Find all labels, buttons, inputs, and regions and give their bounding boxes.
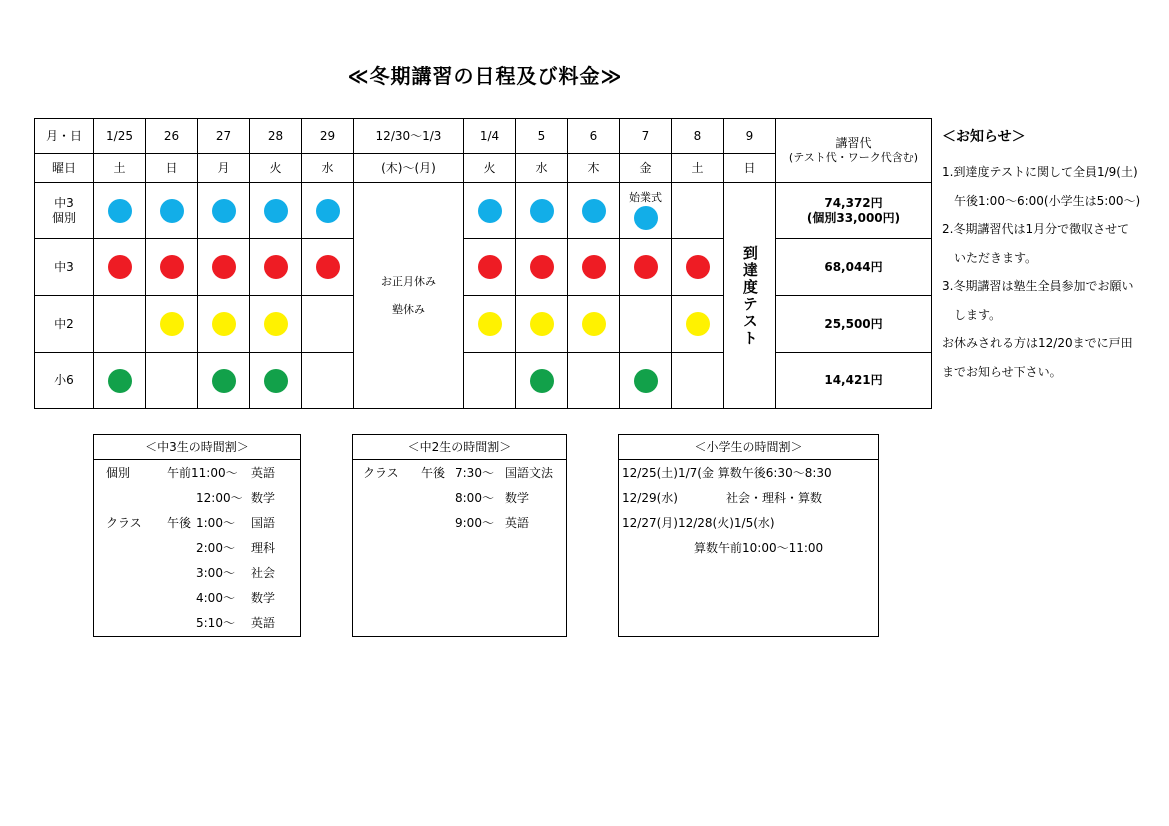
notice-heading: ＜お知らせ＞ bbox=[942, 129, 1026, 145]
attendance-cell bbox=[94, 353, 146, 409]
timetable-subject: 理科 bbox=[251, 541, 276, 555]
date-cell: 29 bbox=[302, 119, 354, 154]
blue-dot-marker bbox=[212, 199, 236, 223]
red-dot-marker bbox=[686, 255, 710, 279]
row-label: 中2 bbox=[35, 296, 94, 353]
timetable-time: 5:10〜 bbox=[196, 616, 235, 630]
timetable-subject: 社会 bbox=[251, 566, 276, 580]
timetable-time: 4:00〜 bbox=[196, 591, 235, 605]
timetable-ampm: 午後 bbox=[167, 516, 192, 530]
attendance-cell bbox=[620, 183, 672, 239]
fee-header bbox=[776, 119, 932, 183]
weekday-cell: 月 bbox=[198, 154, 250, 183]
test-label: 到達度テスト bbox=[740, 244, 759, 347]
schedule-row bbox=[35, 183, 932, 239]
yellow-dot-marker bbox=[530, 312, 554, 336]
weekday-cell: 火 bbox=[464, 154, 516, 183]
attendance-cell bbox=[146, 353, 198, 409]
red-dot-marker bbox=[530, 255, 554, 279]
notice-line: 3.冬期講習は塾生全員参加でお願い bbox=[942, 279, 1134, 293]
notice-line: 午後1:00〜6:00(小学生は5:00〜) bbox=[942, 193, 1141, 208]
timetable-group: クラス bbox=[363, 466, 399, 480]
weekday-cell: 土 bbox=[94, 154, 146, 183]
attendance-cell bbox=[620, 296, 672, 353]
date-cell: 1/4 bbox=[464, 119, 516, 154]
closed-label: 塾休み bbox=[392, 302, 425, 316]
notice-line: いただきます。 bbox=[942, 250, 1038, 265]
yellow-dot-marker bbox=[478, 312, 502, 336]
fee-cell bbox=[776, 183, 932, 239]
schedule-row bbox=[35, 239, 932, 296]
attendance-cell bbox=[672, 353, 724, 409]
attendance-cell bbox=[146, 239, 198, 296]
timetable-elementary-line: 12/25(土)1/7(金 算数午後6:30〜8:30 bbox=[622, 466, 832, 480]
attendance-cell bbox=[250, 183, 302, 239]
notice-line: までお知らせ下さい。 bbox=[942, 364, 1062, 379]
green-dot-marker bbox=[634, 369, 658, 393]
attendance-cell bbox=[302, 353, 354, 409]
timetable-time: 1:00〜 bbox=[196, 516, 235, 530]
weekday-cell: 土 bbox=[672, 154, 724, 183]
yellow-dot-marker bbox=[582, 312, 606, 336]
attendance-cell bbox=[146, 296, 198, 353]
yellow-dot-marker bbox=[264, 312, 288, 336]
date-cell: 8 bbox=[672, 119, 724, 154]
attendance-cell bbox=[94, 239, 146, 296]
attendance-cell bbox=[516, 353, 568, 409]
blue-dot-marker bbox=[160, 199, 184, 223]
fee-sub-amount: (個別33,000円) bbox=[806, 210, 901, 225]
blue-dot-marker bbox=[582, 199, 606, 223]
blue-dot-marker bbox=[634, 206, 658, 230]
timetable-subject: 数学 bbox=[251, 491, 276, 505]
timetable-ampm: 午後 bbox=[421, 466, 446, 480]
schedule-table bbox=[34, 118, 932, 409]
blue-dot-marker bbox=[264, 199, 288, 223]
blue-dot-marker bbox=[316, 199, 340, 223]
red-dot-marker bbox=[634, 255, 658, 279]
attendance-cell bbox=[672, 296, 724, 353]
fee-amount: 68,044円 bbox=[824, 259, 883, 274]
attendance-cell bbox=[516, 239, 568, 296]
attendance-cell bbox=[568, 353, 620, 409]
attendance-cell bbox=[198, 353, 250, 409]
timetable-row bbox=[94, 461, 300, 486]
date-cell: 9 bbox=[724, 119, 776, 154]
notice-line: お休みされる方は12/20までに戸田 bbox=[942, 336, 1133, 350]
timetable-elementary-line: 12/27(月)12/28(火)1/5(水) bbox=[622, 516, 775, 530]
timetable-ch2 bbox=[352, 434, 567, 637]
timetable-row bbox=[94, 561, 300, 586]
row-label: 中3 個別 bbox=[35, 183, 94, 239]
attendance-cell bbox=[620, 353, 672, 409]
green-dot-marker bbox=[212, 369, 236, 393]
fee-amount: 74,372円 bbox=[824, 195, 883, 210]
weekday-cell: 火 bbox=[250, 154, 302, 183]
yellow-dot-marker bbox=[686, 312, 710, 336]
date-cell: 6 bbox=[568, 119, 620, 154]
attendance-cell bbox=[302, 183, 354, 239]
attendance-cell bbox=[464, 239, 516, 296]
timetable-subject: 英語 bbox=[505, 516, 530, 530]
blue-dot-marker bbox=[478, 199, 502, 223]
timetable-group: 個別 bbox=[106, 466, 131, 480]
date-cell: 5 bbox=[516, 119, 568, 154]
timetable-time: 7:30〜 bbox=[455, 466, 494, 480]
fee-amount: 25,500円 bbox=[824, 316, 883, 331]
attendance-cell bbox=[198, 239, 250, 296]
fee-cell bbox=[776, 239, 932, 296]
attendance-cell bbox=[302, 239, 354, 296]
holiday-label: お正月休み bbox=[381, 274, 436, 288]
weekday-cell: 木 bbox=[568, 154, 620, 183]
timetable-time: 12:00〜 bbox=[196, 491, 243, 505]
timetable-elementary-line: 算数午前10:00〜11:00 bbox=[622, 541, 824, 555]
blue-dot-marker bbox=[108, 199, 132, 223]
notice-line: します。 bbox=[942, 307, 1002, 322]
attendance-cell bbox=[198, 296, 250, 353]
notice-line: 1.到達度テストに関して全員1/9(土) bbox=[942, 165, 1138, 179]
attendance-cell bbox=[464, 353, 516, 409]
red-dot-marker bbox=[212, 255, 236, 279]
row-label: 小6 bbox=[35, 353, 94, 409]
attendance-cell bbox=[146, 183, 198, 239]
timetable-ampm: 午前11:00〜 bbox=[167, 466, 238, 480]
blue-dot-marker bbox=[530, 199, 554, 223]
date-cell: 7 bbox=[620, 119, 672, 154]
red-dot-marker bbox=[108, 255, 132, 279]
timetable-time: 2:00〜 bbox=[196, 541, 235, 555]
fee-header-sub: (テスト代・ワーク代含む) bbox=[788, 151, 919, 165]
attendance-cell bbox=[250, 353, 302, 409]
weekday-cell: (木)〜(月) bbox=[354, 154, 464, 183]
holiday-cell bbox=[354, 183, 464, 409]
attendance-cell bbox=[568, 239, 620, 296]
red-dot-marker bbox=[160, 255, 184, 279]
weekday-cell: 日 bbox=[146, 154, 198, 183]
schedule-row bbox=[35, 296, 932, 353]
timetable-subject: 数学 bbox=[251, 591, 276, 605]
date-cell: 28 bbox=[250, 119, 302, 154]
timetable-row bbox=[94, 536, 300, 561]
green-dot-marker bbox=[264, 369, 288, 393]
attendance-cell bbox=[672, 239, 724, 296]
test-cell bbox=[724, 183, 776, 409]
timetable-time: 8:00〜 bbox=[455, 491, 494, 505]
timetable-group: クラス bbox=[106, 516, 142, 530]
red-dot-marker bbox=[582, 255, 606, 279]
timetable-elementary-line: 12/29(水) 社会・理科・算数 bbox=[622, 491, 822, 505]
attendance-cell bbox=[464, 183, 516, 239]
timetable-row bbox=[94, 486, 300, 511]
green-dot-marker bbox=[108, 369, 132, 393]
weekday-cell: 日 bbox=[724, 154, 776, 183]
notice-panel bbox=[942, 126, 1162, 386]
timetable-row bbox=[353, 486, 566, 511]
timetable-ch3 bbox=[93, 434, 301, 637]
fee-cell bbox=[776, 353, 932, 409]
red-dot-marker bbox=[478, 255, 502, 279]
date-header-label: 月・日 bbox=[35, 119, 94, 154]
yellow-dot-marker bbox=[212, 312, 236, 336]
attendance-cell bbox=[302, 296, 354, 353]
attendance-cell bbox=[516, 183, 568, 239]
timetable-ch3-heading: ＜中3生の時間割＞ bbox=[94, 435, 300, 460]
notice-line: 2.冬期講習代は1月分で徴収させて bbox=[942, 222, 1130, 236]
timetable-elementary bbox=[618, 434, 879, 637]
date-cell: 26 bbox=[146, 119, 198, 154]
page-title: ≪冬期講習の日程及び料金≫ bbox=[347, 64, 623, 88]
timetable-elementary-heading: ＜小学生の時間割＞ bbox=[619, 435, 878, 460]
fee-cell bbox=[776, 296, 932, 353]
red-dot-marker bbox=[264, 255, 288, 279]
attendance-cell bbox=[464, 296, 516, 353]
attendance-cell bbox=[198, 183, 250, 239]
row-label: 中3 bbox=[35, 239, 94, 296]
schedule-row bbox=[35, 353, 932, 409]
timetable-subject: 数学 bbox=[505, 491, 530, 505]
weekday-cell: 水 bbox=[516, 154, 568, 183]
timetable-row bbox=[94, 586, 300, 611]
attendance-cell bbox=[672, 183, 724, 239]
attendance-cell bbox=[94, 296, 146, 353]
attendance-cell bbox=[568, 183, 620, 239]
attendance-cell bbox=[568, 296, 620, 353]
weekday-header-label: 曜日 bbox=[35, 154, 94, 183]
timetable-time: 9:00〜 bbox=[455, 516, 494, 530]
attendance-cell bbox=[516, 296, 568, 353]
timetable-row bbox=[353, 511, 566, 536]
timetable-row bbox=[94, 511, 300, 536]
fee-header-label: 講習代 bbox=[835, 136, 872, 151]
timetable-row bbox=[353, 461, 566, 486]
timetable-ch2-heading: ＜中2生の時間割＞ bbox=[353, 435, 566, 460]
timetable-subject: 英語 bbox=[251, 616, 276, 630]
timetable-subject: 英語 bbox=[251, 466, 276, 480]
weekday-cell: 金 bbox=[620, 154, 672, 183]
red-dot-marker bbox=[316, 255, 340, 279]
date-cell: 27 bbox=[198, 119, 250, 154]
fee-amount: 14,421円 bbox=[824, 373, 883, 387]
green-dot-marker bbox=[530, 369, 554, 393]
weekday-cell: 水 bbox=[302, 154, 354, 183]
timetable-subject: 国語文法 bbox=[505, 466, 554, 480]
attendance-cell bbox=[250, 239, 302, 296]
date-cell: 12/30〜1/3 bbox=[354, 119, 464, 154]
start-ceremony-label: 始業式 bbox=[629, 190, 662, 204]
timetable-time: 3:00〜 bbox=[196, 566, 235, 580]
timetable-subject: 国語 bbox=[251, 516, 276, 530]
date-row bbox=[35, 119, 932, 154]
timetable-row bbox=[94, 611, 300, 636]
attendance-cell bbox=[250, 296, 302, 353]
date-cell: 1/25 bbox=[94, 119, 146, 154]
attendance-cell bbox=[620, 239, 672, 296]
attendance-cell bbox=[94, 183, 146, 239]
yellow-dot-marker bbox=[160, 312, 184, 336]
